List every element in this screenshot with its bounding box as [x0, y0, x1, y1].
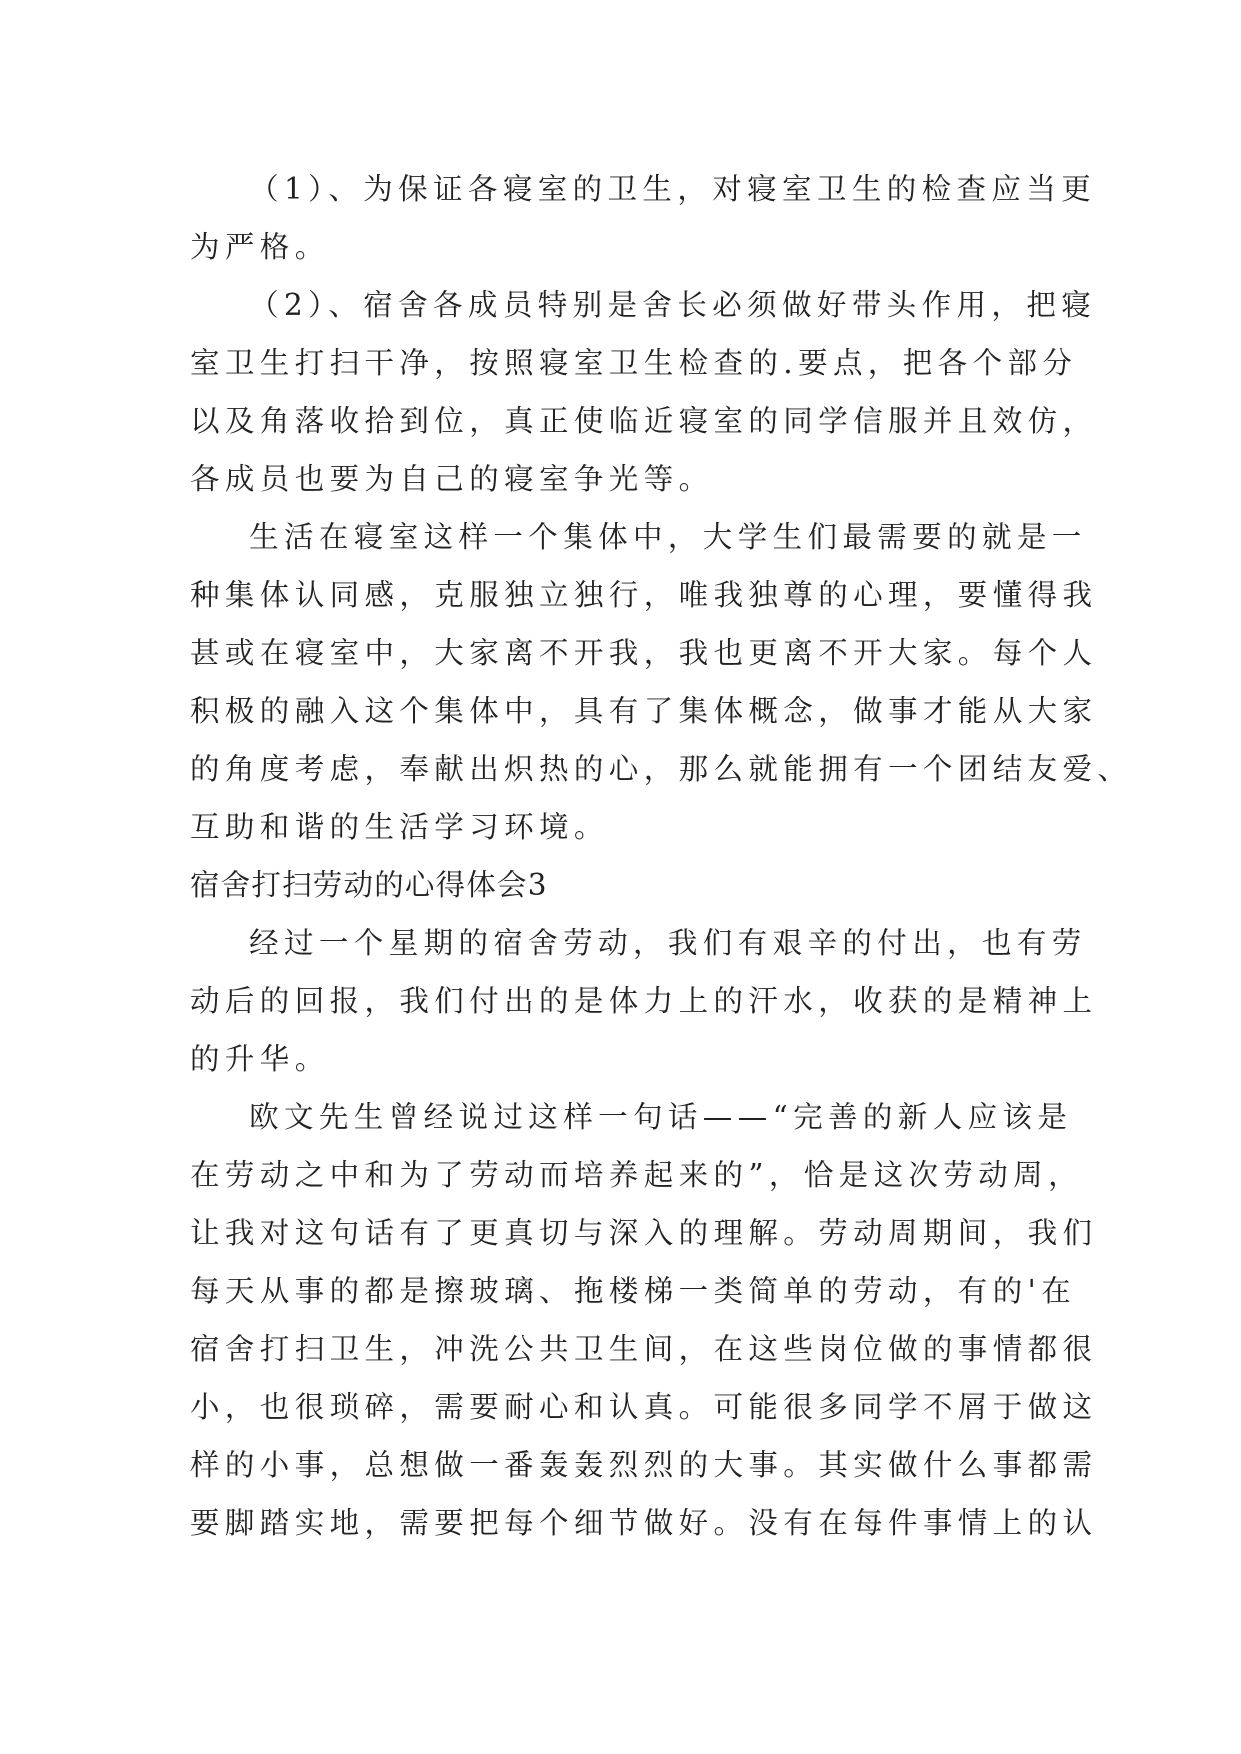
text-line: 积极的融入这个集体中，具有了集体概念，做事才能从大家 [190, 694, 1098, 728]
text-line: 甚或在寝室中，大家离不开我，我也更离不开大家。每个人 [190, 636, 1098, 670]
text-line: 要脚踏实地，需要把每个细节做好。没有在每件事情上的认 [190, 1506, 1098, 1540]
text-line: 的升华。 [190, 1042, 330, 1076]
text-line: 生活在寝室这样一个集体中，大学生们最需要的就是一 [190, 520, 1087, 554]
text-line: （1）、为保证各寝室的卫生，对寝室卫生的检查应当更 [190, 172, 1097, 206]
text-line: 以及角落收拾到位，真正使临近寝室的同学信服并且效仿， [190, 404, 1098, 438]
text-line: 小，也很琐碎，需要耐心和认真。可能很多同学不屑于做这 [190, 1390, 1098, 1424]
text-line: 各成员也要为自己的寝室争光等。 [190, 462, 714, 496]
text-line: 欧文先生曾经说过这样一句话——“完善的新人应该是 [190, 1100, 1073, 1134]
text-line: 宿舍打扫卫生，冲洗公共卫生间，在这些岗位做的事情都很 [190, 1332, 1098, 1366]
text-line: 互助和谐的生活学习环境。 [190, 810, 609, 844]
text-line: 室卫生打扫干净，按照寝室卫生检查的.要点，把各个部分 [190, 346, 1078, 380]
text-line: 每天从事的都是擦玻璃、拖楼梯一类简单的劳动，有的'在 [190, 1274, 1077, 1308]
text-line: 种集体认同感，克服独立独行，唯我独尊的心理，要懂得我 [190, 578, 1098, 612]
text-line: （2）、宿舍各成员特别是舍长必须做好带头作用，把寝 [190, 288, 1097, 322]
text-line: 在劳动之中和为了劳动而培养起来的”，恰是这次劳动周， [190, 1158, 1083, 1192]
section-heading: 宿舍打扫劳动的心得体会3 [190, 868, 548, 902]
text-line: 动后的回报，我们付出的是体力上的汗水，收获的是精神上 [190, 984, 1098, 1018]
document-body [190, 160, 1133, 1552]
text-line: 的角度考虑，奉献出炽热的心，那么就能拥有一个团结友爱、 [190, 752, 1133, 786]
text-line: 为严格。 [190, 230, 330, 264]
text-line: 经过一个星期的宿舍劳动，我们有艰辛的付出，也有劳 [190, 926, 1087, 960]
text-line: 样的小事，总想做一番轰轰烈烈的大事。其实做什么事都需 [190, 1448, 1098, 1482]
text-line: 让我对这句话有了更真切与深入的理解。劳动周期间，我们 [190, 1216, 1098, 1250]
